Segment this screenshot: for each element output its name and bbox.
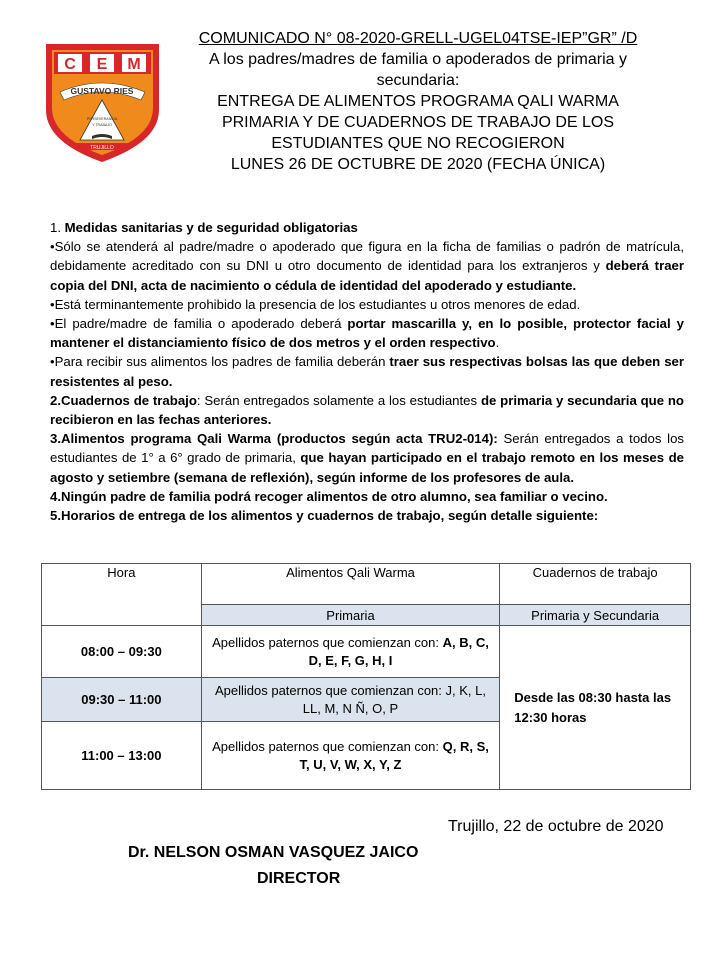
alimentos-cell: Apellidos paternos que comienzan con: J, K, L, LL, M, N Ñ, O, P [201,678,500,722]
svg-text:PERSEVERANCIA: PERSEVERANCIA [86,117,118,121]
signer-name: Dr. NELSON OSMAN VASQUEZ JAICO [128,844,419,861]
memo-subject-line-2: PRIMARIA Y DE CUADERNOS DE TRABAJO DE LOS [221,114,615,131]
bullet-no-minors: •Está terminantemente prohibido la presencia de los estudiantes u otros menores de edad. [50,296,581,312]
col-header-hora: Hora [42,564,202,626]
section-4: 4.Ningún padre de familia podrá recoger alimentos de otro alumno, sea familiar o vecino. [50,488,608,504]
memo-subject-line-3: ESTUDIANTES QUE NO RECOGIERON [271,135,565,152]
table-header-row [42,564,691,605]
section-5: 5.Horarios de entrega de los alimentos y cuadernos de trabajo, según detalle siguiente: [50,508,599,524]
bullet-identification: •Sólo se atenderá al padre/madre o apoderado que figura en la ficha de familias o padrón de matrícula, debidamente acreditado con su DNI u otro documento de identidad para los extranjeros y deberá traer copia del DNI, acta de nacimiento o cédula de identidad del apoderado y estudiante. [50,239,685,293]
alimentos-cell: Apellidos paternos que comienzan con: Q, R, S, T, U, V, W, X, Y, Z [201,722,500,790]
table-row [42,626,691,678]
hour-cell: 09:30 – 11:00 [42,678,202,722]
section-2: 2.Cuadernos de trabajo: Serán entregados solamente a los estudiantes de primaria y secundaria que no recibieron en las fechas anteriores. [50,392,684,428]
col-header-alimentos: Alimentos Qali Warma [201,564,500,605]
col-header-cuadernos: Cuadernos de trabajo [500,564,691,605]
cuadernos-schedule-cell: Desde las 08:30 hasta las 12:30 horas [500,626,691,790]
schedule-table [41,563,691,790]
school-crest-logo [40,40,165,165]
logo-letter-e: E [96,56,108,73]
logo-city: TRUJILLO [90,145,114,151]
subheader-primaria-secundaria: Primaria y Secundaria [500,605,691,626]
signer-role: DIRECTOR [257,870,341,887]
memo-subject-line-1: ENTREGA DE ALIMENTOS PROGRAMA QALI WARMA [217,93,619,110]
hour-cell: 11:00 – 13:00 [42,722,202,790]
bullet-bags: •Para recibir sus alimentos los padres de familia deberán traer sus respectivas bolsas las que deben ser resistentes al peso. [50,354,684,389]
memo-reference: COMUNICADO N° 08-2020-GRELL-UGEL04TSE-IEP”GR” /D [198,30,638,47]
alimentos-cell: Apellidos paternos que comienzan con: A, B, C, D, E, F, G, H, I [201,626,500,678]
hour-cell: 08:00 – 09:30 [42,626,202,678]
section-1-heading: 1. Medidas sanitarias y de seguridad obligatorias [50,220,358,235]
subheader-primaria: Primaria [201,605,500,626]
memo-audience: A los padres/madres de familia o apoderados de primaria y secundaria: [209,51,627,89]
logo-letter-m: M [127,56,141,73]
svg-text:Y TRABAJO: Y TRABAJO [92,123,112,127]
logo-letter-c: C [64,56,76,73]
memo-date-line: LUNES 26 DE OCTUBRE DE 2020 (FECHA ÚNICA) [230,156,606,173]
memo-body [50,218,684,525]
memo-header [180,28,656,175]
section-3: 3.Alimentos programa Qali Warma (productos según acta TRU2-014): Serán entregados a todos los estudiantes de 1° a 6° grado de primaria, que hayan participado en el trabajo remoto en los meses de agosto y setiembre (semana de reflexión), según informe de los profesores de aula. [50,431,685,485]
bullet-mask: •El padre/madre de familia o apoderado deberá portar mascarilla y, en lo posible, protector facial y mantener el distanciamiento físico de dos metros y el orden respectivo. [50,316,684,351]
place-date: Trujillo, 22 de octubre de 2020 [448,818,664,835]
logo-name: GUSTAVO RIES [70,86,134,96]
